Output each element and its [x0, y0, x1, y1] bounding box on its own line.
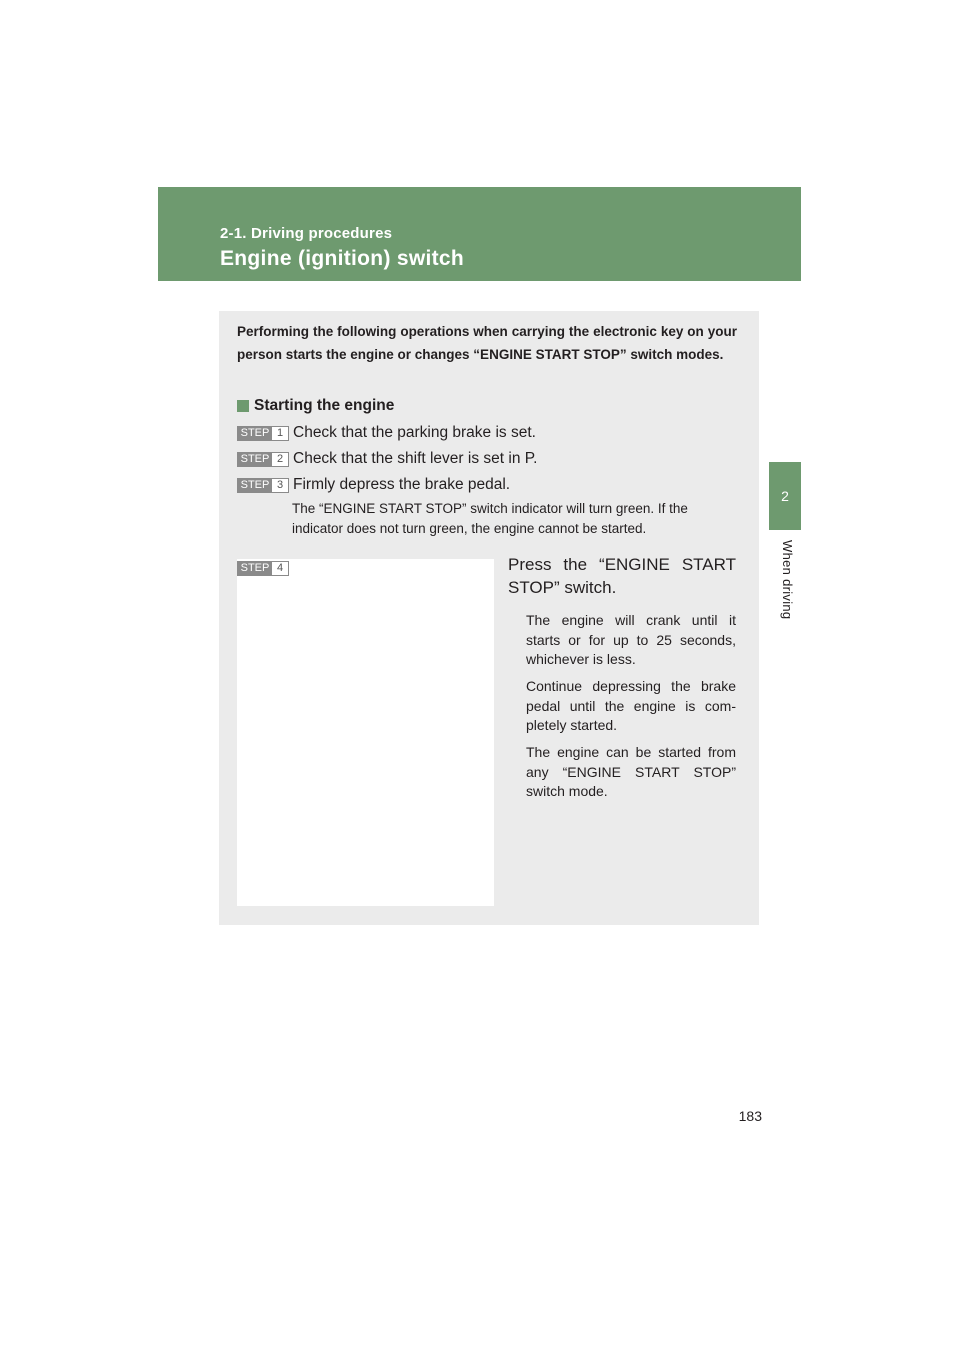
step-word: STEP: [238, 479, 272, 492]
chapter-number: 2: [781, 488, 789, 504]
illustration-placeholder: [237, 559, 494, 906]
step-number: 4: [272, 562, 288, 575]
subheading-text: Starting the engine: [254, 397, 395, 414]
step-text: Firmly depress the brake pedal.: [293, 476, 511, 493]
step-badge: [237, 426, 289, 441]
page-title: Engine (ignition) switch: [220, 247, 465, 270]
step-3: [237, 476, 510, 494]
step-word: STEP: [238, 427, 272, 440]
step-badge: [237, 452, 289, 467]
header-band: [158, 187, 801, 281]
step-word: STEP: [238, 453, 272, 466]
step-4-text: Press the “ENGINE START STOP” switch.: [508, 555, 736, 597]
step-number: 1: [272, 427, 288, 440]
intro-paragraph: Performing the following operations when carrying the electronic key on your person starts the engine or changes “ENGINE START STOP” switch modes.: [237, 324, 737, 362]
step-3-note: The “ENGINE START STOP” switch indicator will turn green. If the indicator does not turn green, the engine cannot be started.: [292, 501, 688, 536]
step-badge: [237, 561, 289, 576]
section-label: 2-1. Driving procedures: [220, 225, 393, 242]
step-text: Check that the shift lever is set in P.: [293, 450, 538, 467]
step-number: 3: [272, 479, 288, 492]
content-box: [219, 311, 759, 925]
step-badge: [237, 478, 289, 493]
step-2: [237, 450, 537, 468]
step-4-note: The engine will crank until it starts or for up to 25 seconds, whichever is less.: [526, 612, 736, 667]
chapter-tab[interactable]: [769, 462, 801, 530]
step-text: Check that the parking brake is set.: [293, 424, 536, 441]
step-1: [237, 424, 536, 442]
chapter-label: When driving: [780, 540, 795, 620]
step-4-badge-row: [237, 561, 293, 576]
subheading: [237, 397, 394, 415]
square-bullet-icon: [237, 400, 249, 412]
page-number: 183: [738, 1108, 762, 1124]
step-4-note: Continue depressing the brake pedal until the engine is com-pletely started.: [526, 678, 736, 733]
step-number: 2: [272, 453, 288, 466]
step-4-note: The engine can be started from any “ENGINE START STOP” switch mode.: [526, 744, 736, 799]
step-word: STEP: [238, 562, 272, 575]
